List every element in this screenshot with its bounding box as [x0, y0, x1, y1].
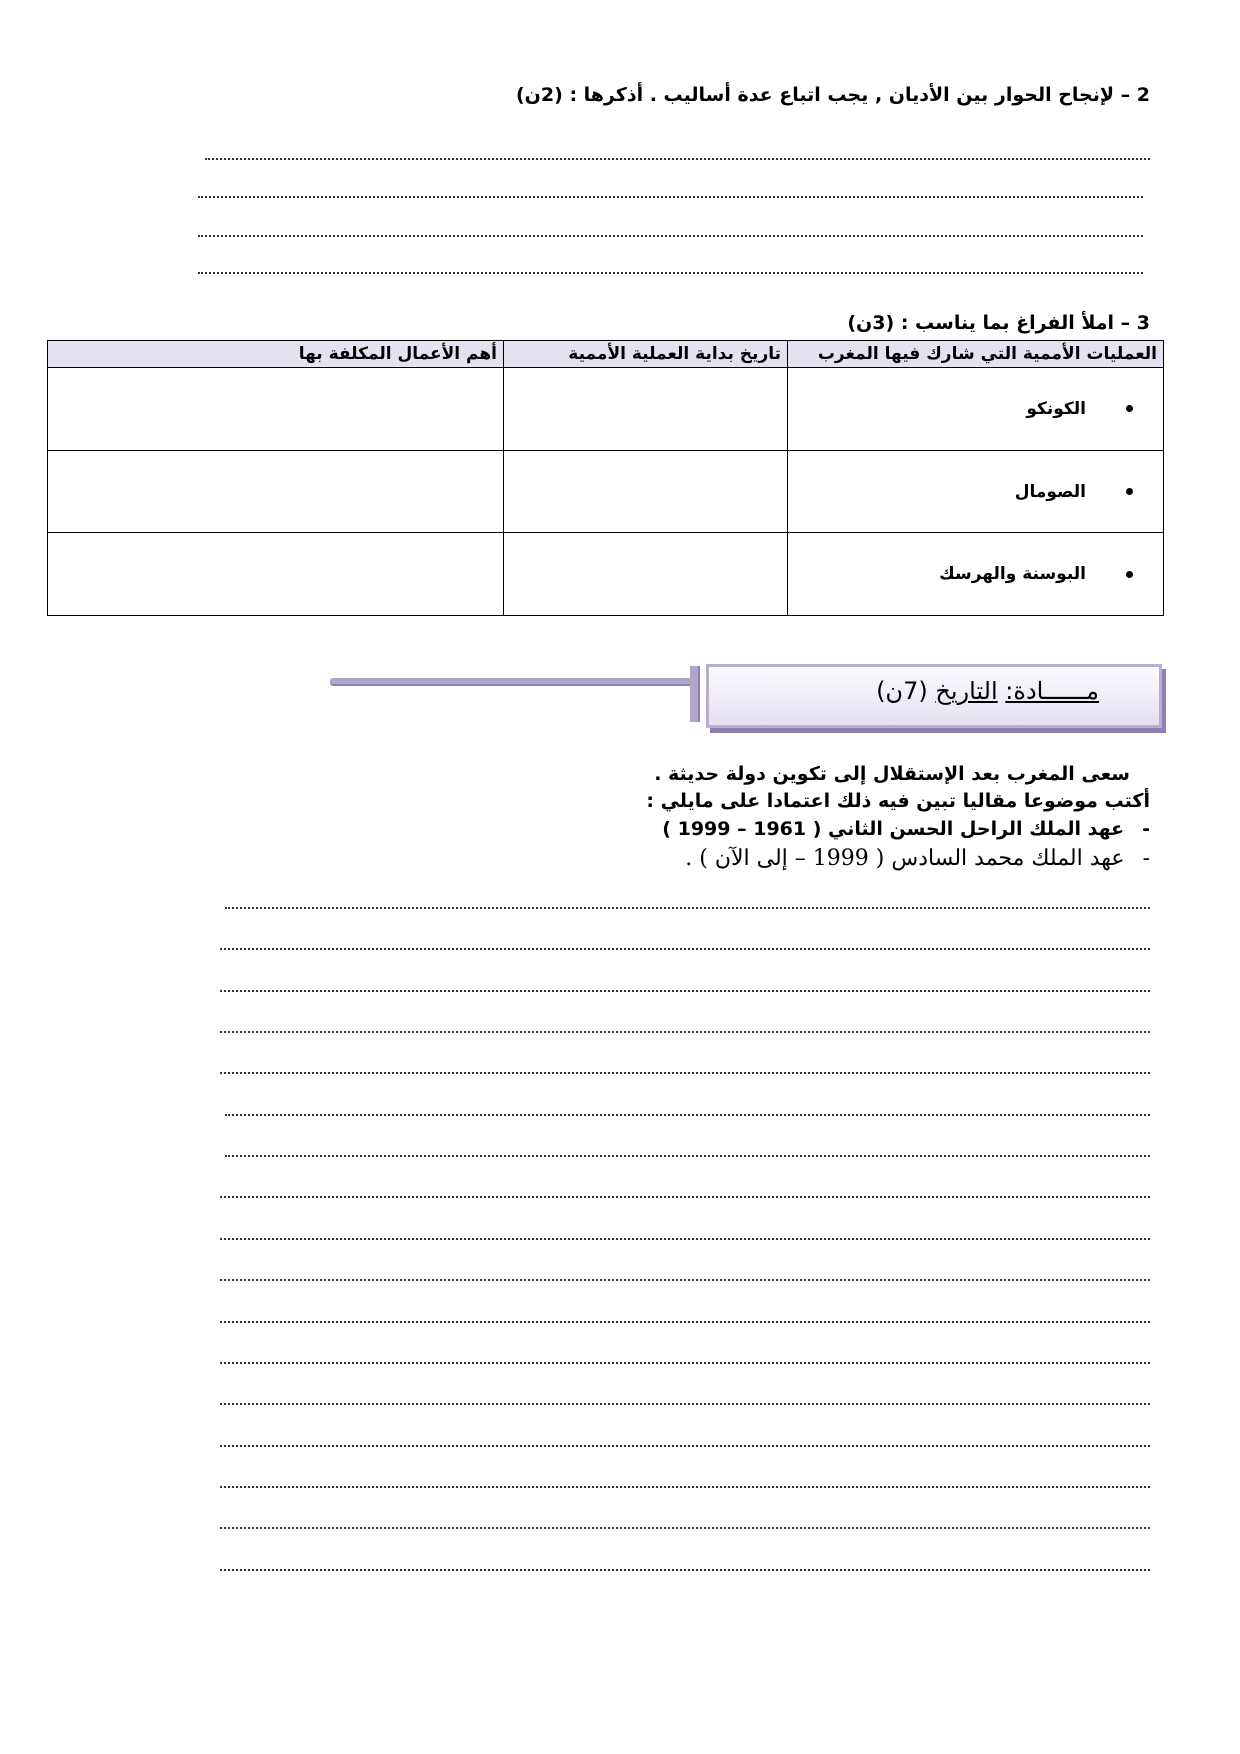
- essay-line[interactable]: [225, 907, 1150, 909]
- date-cell[interactable]: [504, 533, 788, 616]
- operation-cell: [788, 368, 1164, 451]
- essay-line[interactable]: [220, 1279, 1150, 1281]
- bullet-icon: [1126, 571, 1133, 578]
- operation-cell: [788, 450, 1164, 533]
- history-instruction: أكتب موضوعا مقاليا تبين فيه ذلك اعتمادا على مايلي :: [646, 790, 1150, 812]
- column-header: العمليات الأممية التي شارك فيها المغرب: [788, 341, 1164, 368]
- tasks-cell[interactable]: [48, 533, 504, 616]
- answer-line[interactable]: [198, 272, 1143, 274]
- history-point-1-text: عهد الملك الراحل الحسن الثاني ( 1961 – 1999 ): [662, 818, 1125, 840]
- subject-prefix: مــــــادة:: [1005, 677, 1099, 705]
- subject-points: (7ن): [876, 677, 928, 705]
- essay-line[interactable]: [220, 1403, 1150, 1405]
- subject-name: التاريخ: [935, 677, 998, 705]
- operation-name: الصومال: [1014, 481, 1086, 502]
- tasks-cell[interactable]: [48, 450, 504, 533]
- essay-line[interactable]: [220, 1031, 1150, 1033]
- bullet-icon: [1126, 405, 1133, 412]
- answer-line[interactable]: [198, 235, 1143, 237]
- history-point-1: [662, 818, 1150, 840]
- essay-line[interactable]: [220, 1569, 1150, 1571]
- history-point-2: [685, 846, 1150, 871]
- column-header: تاريخ بداية العملية الأممية: [504, 341, 788, 368]
- column-header: أهم الأعمال المكلفة بها: [48, 341, 504, 368]
- dash: -: [1142, 818, 1150, 840]
- table-row: [48, 450, 1164, 533]
- table-header-row: [48, 341, 1164, 368]
- history-intro: سعى المغرب بعد الإستقلال إلى تكوين دولة حديثة .: [654, 763, 1130, 785]
- essay-line[interactable]: [220, 1072, 1150, 1074]
- history-point-2-text: عهد الملك محمد السادس ( 1999 – إلى الآن ) .: [685, 846, 1125, 871]
- banner-connector-end: [690, 666, 700, 722]
- essay-line[interactable]: [220, 1196, 1150, 1198]
- essay-line[interactable]: [220, 948, 1150, 950]
- essay-line[interactable]: [220, 1445, 1150, 1447]
- dash: -: [1142, 846, 1150, 871]
- operation-name: الكونكو: [1026, 398, 1086, 419]
- subject-title: [876, 677, 1099, 705]
- essay-line[interactable]: [220, 1238, 1150, 1240]
- essay-line[interactable]: [220, 1362, 1150, 1364]
- banner-connector: [330, 678, 698, 686]
- essay-line[interactable]: [225, 1114, 1150, 1116]
- table-row: [48, 368, 1164, 451]
- essay-line[interactable]: [225, 1155, 1150, 1157]
- bullet-icon: [1126, 488, 1133, 495]
- essay-line[interactable]: [220, 1486, 1150, 1488]
- operations-table: [47, 340, 1164, 616]
- tasks-cell[interactable]: [48, 368, 504, 451]
- question-2: 2 – لإنجاح الحوار بين الأديان , يجب اتباع عدة أساليب . أذكرها : (2ن): [516, 84, 1150, 106]
- operation-name: البوسنة والهرسك: [939, 564, 1086, 585]
- date-cell[interactable]: [504, 450, 788, 533]
- answer-line[interactable]: [198, 196, 1143, 198]
- essay-line[interactable]: [220, 1321, 1150, 1323]
- date-cell[interactable]: [504, 368, 788, 451]
- table-row: [48, 533, 1164, 616]
- essay-line[interactable]: [220, 1527, 1150, 1529]
- answer-line[interactable]: [205, 158, 1150, 160]
- essay-line[interactable]: [220, 990, 1150, 992]
- operation-cell: [788, 533, 1164, 616]
- question-3: 3 – املأ الفراغ بما يناسب : (3ن): [847, 312, 1150, 334]
- subject-banner: [706, 664, 1162, 728]
